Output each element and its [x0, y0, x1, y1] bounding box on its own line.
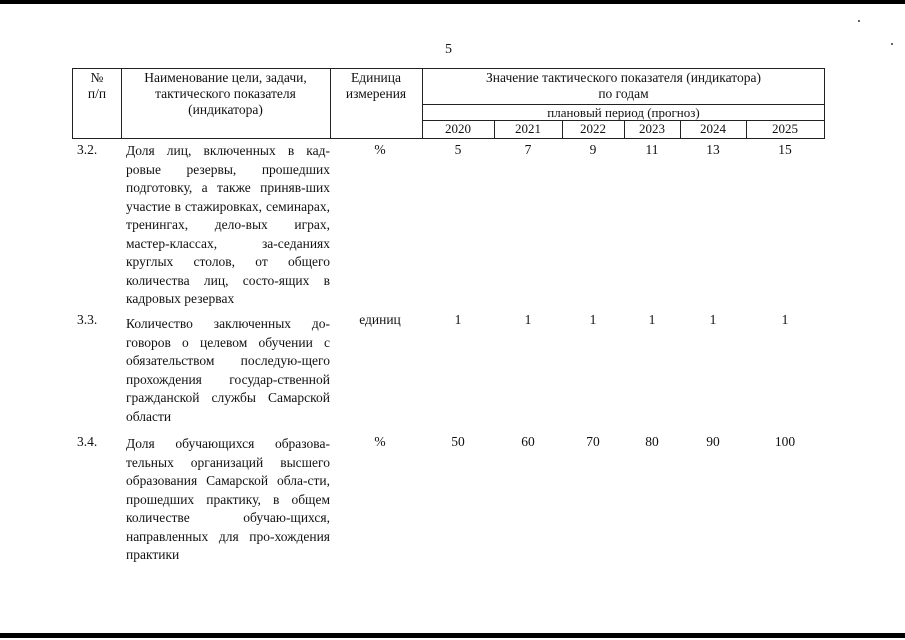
row-value-2024: 1: [709, 312, 717, 327]
year-2025: 2025: [772, 121, 798, 136]
row-number: 3.2.: [77, 142, 98, 157]
row-value-2022: 1: [589, 312, 597, 327]
row-value-2025: 15: [778, 142, 792, 157]
row-value-2020: 50: [451, 434, 465, 449]
year-2021: 2021: [515, 121, 541, 136]
row-number: 3.3.: [77, 312, 98, 327]
row-unit: %: [374, 142, 386, 157]
row-indicator-name: Доля обучающихся образова-тельных организаций высшего образования Самарской обла-сти, прошедших практику, в общем количестве обучаю-щихся, направленных для про-хождения практики: [126, 436, 330, 562]
row-indicator-name: Доля лиц, включенных в кад-ровые резервы, прошедших подготовку, а также приняв-ших участие в стажировках, семинарах, тренингах, дело-вых играх, мастер-классах, за-седаниях круглых столов, от общего количества лиц, состо-ящих в кадровых резервах: [126, 143, 330, 306]
scan-top-border: [0, 0, 905, 4]
row-unit: единиц: [359, 312, 401, 327]
header-col-name: Наименование цели, задачи, тактического показателя (индикатора): [144, 70, 307, 117]
row-value-2024: 90: [706, 434, 720, 449]
row-value-2021: 1: [524, 312, 532, 327]
row-value-2022: 9: [589, 142, 597, 157]
header-col-number: № п/п: [87, 70, 107, 101]
year-2020: 2020: [445, 121, 471, 136]
header-col-unit: Единица измерения: [345, 70, 407, 101]
year-2024: 2024: [700, 121, 726, 136]
row-value-2021: 60: [521, 434, 535, 449]
year-2022: 2022: [580, 121, 606, 136]
row-value-2024: 13: [706, 142, 720, 157]
row-value-2025: 1: [781, 312, 789, 327]
year-2023: 2023: [639, 121, 665, 136]
scan-bottom-border: [0, 633, 905, 638]
header-bottom-border: [72, 138, 825, 139]
row-value-2021: 7: [524, 142, 532, 157]
header-col-value: Значение тактического показателя (индикатора) по годам: [486, 70, 761, 101]
row-value-2023: 80: [645, 434, 659, 449]
row-value-2020: 5: [454, 142, 462, 157]
scan-speck: [858, 20, 860, 22]
row-unit: %: [374, 434, 386, 449]
row-indicator-name: Количество заключенных до-говоров о целевом обучении с обязательством последую-щего прохождения государ-ственной гражданской службы Самарской области: [126, 316, 330, 424]
table-top-border: [72, 68, 825, 69]
page-number: 5: [445, 42, 452, 57]
header-planned-period: плановый период (прогноз): [547, 105, 700, 120]
row-value-2025: 100: [774, 434, 796, 449]
row-value-2022: 70: [586, 434, 600, 449]
row-value-2020: 1: [454, 312, 462, 327]
row-value-2023: 11: [645, 142, 659, 157]
scan-speck: [891, 43, 893, 45]
row-number: 3.4.: [77, 434, 98, 449]
row-value-2023: 1: [648, 312, 656, 327]
